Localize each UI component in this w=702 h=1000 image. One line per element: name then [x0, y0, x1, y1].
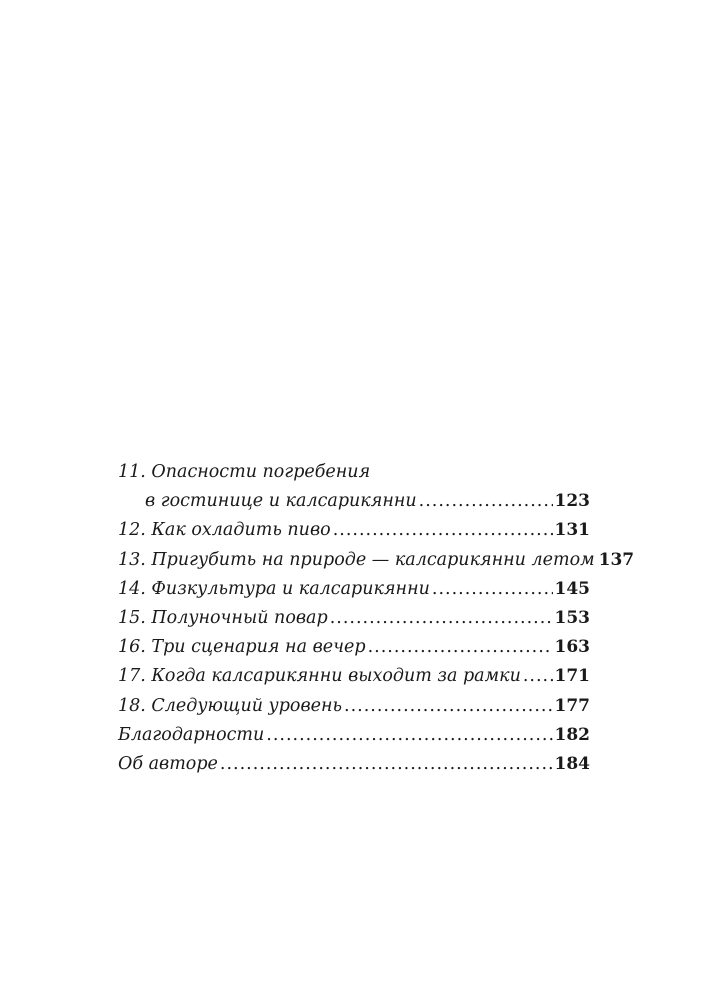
dot-leader: [344, 696, 552, 716]
toc-line: [118, 754, 590, 783]
toc-page-number: 137: [598, 549, 635, 570]
toc-entry-title: 15. Полуночный повар: [118, 607, 328, 628]
toc-entry-title: 11. Опасности погребения: [118, 462, 371, 482]
toc-line: [118, 520, 590, 549]
toc-entry-acknowledgements: [118, 725, 590, 754]
toc-entry-11: [118, 462, 590, 520]
toc-entry-title: 13. Пригубить на природе — калсарикянни летом: [118, 549, 595, 570]
toc-page-number: 171: [554, 666, 590, 687]
table-of-contents: [118, 462, 635, 783]
toc-entry-16: [118, 637, 590, 666]
toc-entry-about-author: [118, 754, 590, 783]
toc-entry-14: [118, 579, 590, 608]
toc-page-number: 177: [554, 695, 590, 716]
toc-page-number: 163: [554, 637, 590, 658]
toc-line: [118, 579, 590, 608]
toc-line: [118, 666, 590, 695]
toc-entry-title: 14. Физкультура и калсарикянни: [118, 578, 430, 599]
toc-line: [118, 608, 590, 637]
toc-page-number: 182: [554, 724, 590, 745]
dot-leader: [266, 725, 552, 745]
dot-leader: [523, 666, 553, 686]
toc-entry-title: 18. Следующий уровень: [118, 695, 343, 716]
toc-entry-18: [118, 696, 590, 725]
toc-page-number: 123: [554, 491, 590, 512]
dot-leader: [419, 491, 553, 511]
toc-page-number: 153: [554, 607, 590, 628]
toc-entry-title-continuation: в гостинице и калсарикянни: [145, 491, 417, 512]
toc-page-number: 131: [554, 520, 590, 541]
toc-entry-title: Благодарности: [118, 724, 265, 745]
dot-leader: [330, 608, 553, 628]
toc-entry-12: [118, 520, 590, 549]
toc-page-number: 184: [554, 753, 590, 774]
dot-leader: [432, 579, 553, 599]
toc-entry-title: Об авторе: [118, 753, 218, 774]
toc-entry-title: 16. Три сценария на вечер: [118, 637, 366, 658]
toc-page-number: 145: [554, 578, 590, 599]
toc-entry-title: 12. Как охладить пиво: [118, 520, 331, 541]
toc-line: [118, 637, 590, 666]
toc-entry-17: [118, 666, 590, 695]
toc-entry-title: 17. Когда калсарикянни выходит за рамки: [118, 666, 521, 687]
toc-entry-15: [118, 608, 590, 637]
dot-leader: [220, 754, 553, 774]
toc-line: [118, 725, 590, 754]
dot-leader: [333, 520, 553, 540]
toc-line: [118, 696, 590, 725]
toc-line: [118, 462, 590, 491]
toc-line: [118, 491, 590, 520]
toc-entry-13: [118, 549, 635, 579]
toc-line: [118, 549, 635, 579]
dot-leader: [368, 637, 553, 657]
